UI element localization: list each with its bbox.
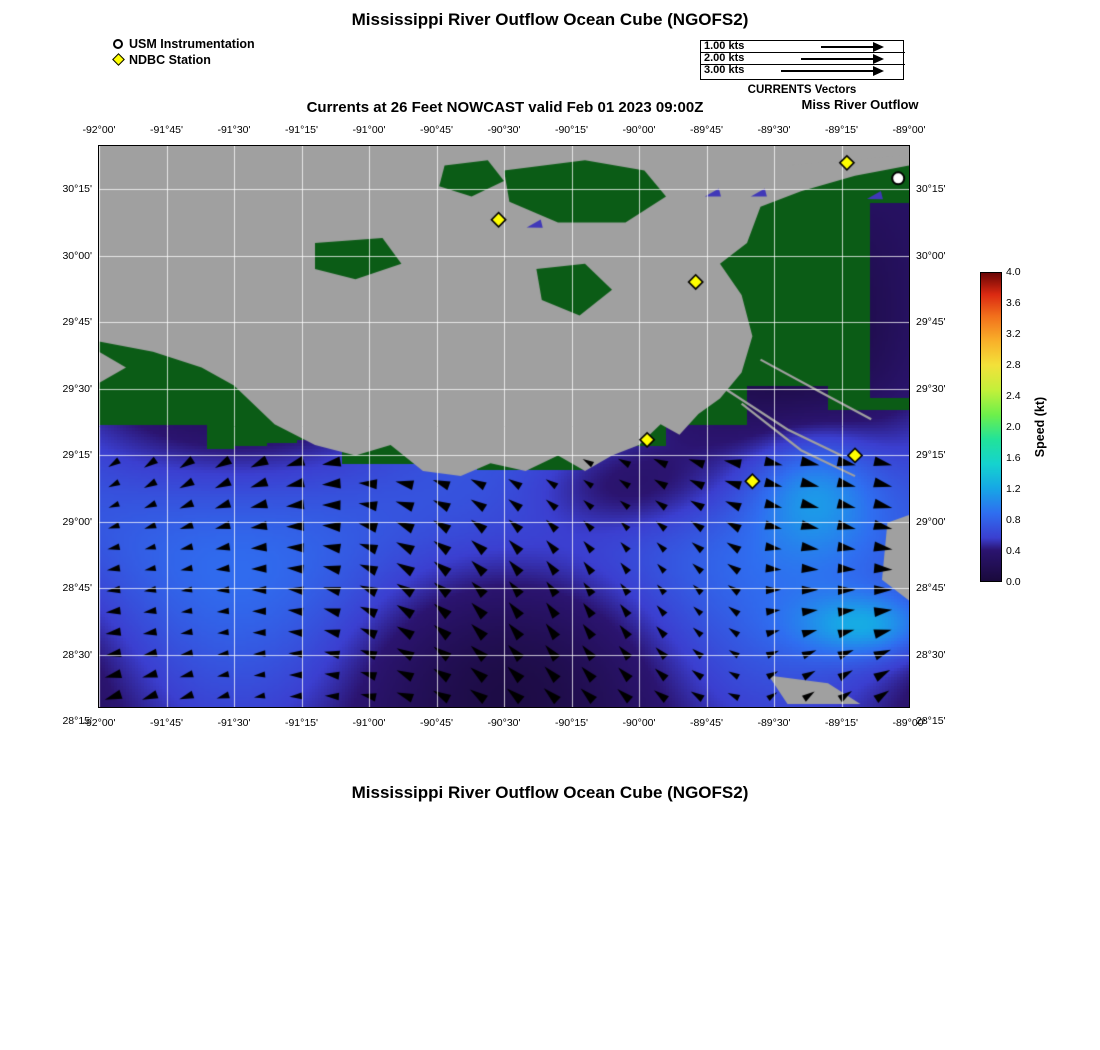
colorbar-tick-label: 2.4 (1006, 390, 1021, 402)
y-tick-label: 29°45' (916, 316, 946, 328)
circle-marker-icon (110, 37, 126, 51)
x-tick-label: -91°30' (217, 124, 251, 136)
y-tick-label: 29°15' (916, 449, 946, 461)
colorbar-title: Speed (kt) (1033, 396, 1047, 458)
y-tick-label: 28°30' (62, 648, 92, 661)
x-tick-label: -90°30' (487, 717, 521, 729)
y-tick-label: 28°45' (916, 582, 946, 594)
y-tick-label: 28°15' (916, 715, 946, 727)
y-tick-label: 29°00' (62, 515, 92, 528)
colorbar-tick-label: 4.0 (1006, 266, 1021, 278)
legend-item-ndbc (110, 52, 255, 67)
colorbar-tick-label: 0.0 (1006, 576, 1021, 588)
colorbar-gradient (980, 272, 1002, 582)
x-tick-label: -91°45' (149, 124, 184, 136)
y-tick-label: 28°30' (916, 648, 946, 661)
x-tick-label: -92°00' (82, 124, 116, 136)
y-tick-label: 28°45' (62, 582, 92, 594)
colorbar-tick-label: 2.0 (1006, 421, 1021, 433)
x-tick-label: -89°00' (892, 717, 926, 729)
x-tick-label: -90°15' (554, 717, 589, 729)
x-tick-label: -91°00' (352, 124, 386, 136)
legend-item-usm (110, 36, 255, 51)
x-tick-label: -89°15' (824, 717, 859, 729)
vector-scale-label-2: 2.00 kts (704, 52, 745, 64)
x-tick-label: -91°15' (284, 717, 319, 729)
y-tick-label: 29°15' (62, 449, 92, 461)
region-label: Miss River Outflow (801, 97, 919, 112)
map-legend (110, 36, 255, 68)
x-tick-label: -89°30' (757, 124, 791, 136)
x-tick-label: -90°30' (487, 124, 521, 136)
x-tick-label: -91°00' (352, 717, 386, 729)
vector-scale-label-3: 3.00 kts (704, 64, 745, 76)
y-tick-label: 29°30' (916, 382, 946, 395)
colorbar-tick-label: 1.6 (1006, 452, 1021, 464)
colorbar (980, 266, 1021, 588)
x-tick-label: -90°45' (419, 717, 454, 729)
y-tick-label: 30°00' (62, 249, 92, 262)
x-tick-label: -91°15' (284, 124, 319, 136)
colorbar-tick-label: 1.2 (1006, 483, 1021, 495)
chart-subtitle: Currents at 26 Feet NOWCAST valid Feb 01 2023 09:00Z (306, 99, 704, 116)
vector-scale-caption: CURRENTS Vectors (747, 84, 857, 96)
colorbar-tick-label: 3.6 (1006, 297, 1021, 309)
colorbar-tick-label: 0.8 (1006, 514, 1021, 526)
vector-arrow-head-2 (873, 54, 884, 64)
vector-scale-row-3 (701, 65, 905, 77)
map-canvas[interactable] (99, 146, 909, 707)
y-tick-label: 29°45' (62, 316, 92, 328)
x-tick-label: -90°00' (622, 717, 656, 729)
legend-label-usm: USM Instrumentation (129, 36, 255, 51)
vector-scale-box (700, 40, 904, 80)
vector-arrow-shaft-3 (781, 70, 873, 72)
x-tick-label: -89°45' (689, 124, 724, 136)
x-tick-label: -90°00' (622, 124, 656, 136)
y-tick-label: 30°00' (916, 249, 946, 262)
legend-label-ndbc: NDBC Station (129, 52, 211, 67)
x-tick-label: -91°45' (149, 717, 184, 729)
vector-arrow-shaft-1 (821, 46, 873, 48)
y-tick-label: 30°15' (62, 183, 92, 195)
y-tick-label: 29°00' (916, 515, 946, 528)
x-tick-label: -89°30' (757, 717, 791, 729)
diamond-marker-icon (110, 53, 126, 67)
x-tick-label: -89°15' (824, 124, 859, 136)
x-tick-label: -91°30' (217, 717, 251, 729)
colorbar-tick-label: 3.2 (1006, 328, 1021, 340)
vector-scale-label-1: 1.00 kts (704, 40, 745, 52)
colorbar-tick-label: 0.4 (1006, 545, 1021, 557)
x-tick-label: -92°00' (82, 717, 116, 729)
bottom-title: Mississippi River Outflow Ocean Cube (NGOFS2) (351, 783, 749, 802)
x-tick-label: -90°45' (419, 124, 454, 136)
vector-arrow-head-1 (873, 42, 884, 52)
map-plot-area[interactable] (98, 145, 910, 708)
x-tick-label: -89°45' (689, 717, 724, 729)
colorbar-tick-label: 2.8 (1006, 359, 1021, 371)
y-tick-label: 28°15' (62, 715, 92, 727)
x-tick-label: -90°15' (554, 124, 589, 136)
vector-arrow-head-3 (873, 66, 884, 76)
y-tick-label: 29°30' (62, 382, 92, 395)
x-tick-label: -89°00' (892, 124, 926, 136)
page-title: Mississippi River Outflow Ocean Cube (NGOFS2) (351, 10, 749, 29)
y-tick-label: 30°15' (916, 183, 946, 195)
vector-arrow-shaft-2 (801, 58, 873, 60)
